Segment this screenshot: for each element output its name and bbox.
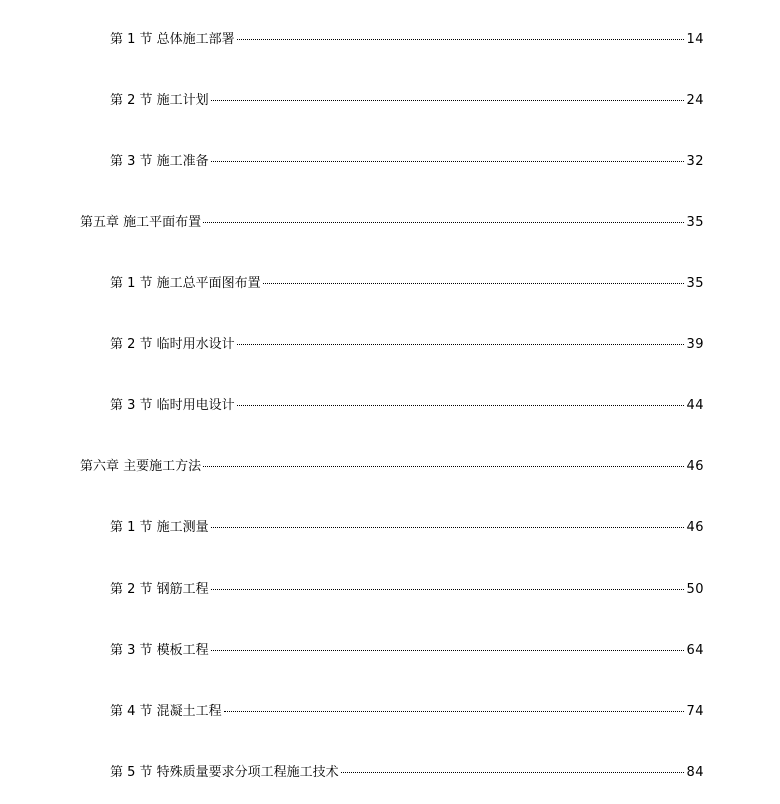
- toc-entry-section[interactable]: [110, 702, 704, 722]
- toc-dot-leader: [203, 466, 684, 467]
- toc-entry-section[interactable]: [110, 274, 704, 294]
- toc-entry-title: 第 3 节 模板工程: [110, 643, 209, 658]
- toc-entry-section[interactable]: [110, 30, 704, 50]
- toc-dot-leader: [211, 527, 685, 528]
- toc-entry-title: 第 4 节 混凝土工程: [110, 704, 222, 719]
- toc-entry-section[interactable]: [110, 763, 704, 783]
- toc-page-number: 46: [686, 520, 704, 535]
- toc-dot-leader: [263, 283, 685, 284]
- toc-entry-section[interactable]: [110, 396, 704, 416]
- toc-dot-leader: [237, 405, 685, 406]
- toc-entry-section[interactable]: [110, 152, 704, 172]
- toc-entry-title: 第 3 节 临时用电设计: [110, 398, 235, 413]
- toc-entry-title: 第 1 节 施工测量: [110, 520, 209, 535]
- toc-entry-title: 第 2 节 临时用水设计: [110, 337, 235, 352]
- toc-entry-section[interactable]: [110, 518, 704, 538]
- toc-page-number: 64: [686, 643, 704, 658]
- toc-dot-leader: [237, 344, 685, 345]
- toc-dot-leader: [211, 100, 685, 101]
- toc-entry-title: 第五章 施工平面布置: [80, 215, 202, 230]
- toc-dot-leader: [224, 711, 685, 712]
- toc-page-number: 35: [686, 276, 704, 291]
- toc-page-number: 32: [686, 154, 704, 169]
- toc-page-number: 46: [686, 459, 704, 474]
- toc-entry-section[interactable]: [110, 335, 704, 355]
- toc-page-number: 44: [686, 398, 704, 413]
- toc-entry-chapter[interactable]: [80, 213, 704, 233]
- toc-entry-title: 第 1 节 施工总平面图布置: [110, 276, 261, 291]
- toc-dot-leader: [237, 39, 685, 40]
- toc-page-number: 74: [686, 704, 704, 719]
- toc-entry-title: 第 1 节 总体施工部署: [110, 32, 235, 47]
- toc-entry-section[interactable]: [110, 580, 704, 600]
- toc-entry-title: 第 2 节 钢筋工程: [110, 582, 209, 597]
- toc-dot-leader: [203, 222, 684, 223]
- toc-page-number: 84: [686, 765, 704, 780]
- toc-entry-title: 第 2 节 施工计划: [110, 93, 209, 108]
- toc-page-number: 39: [686, 337, 704, 352]
- toc-entry-title: 第 5 节 特殊质量要求分项工程施工技术: [110, 765, 339, 780]
- toc-entry-title: 第 3 节 施工准备: [110, 154, 209, 169]
- toc-page-number: 14: [686, 32, 704, 47]
- toc-entry-title: 第六章 主要施工方法: [80, 459, 202, 474]
- toc-page-number: 35: [686, 215, 704, 230]
- toc-entry-section[interactable]: [110, 641, 704, 661]
- toc-page-number: 50: [686, 582, 704, 597]
- toc-dot-leader: [211, 589, 685, 590]
- toc-dot-leader: [341, 772, 685, 773]
- toc-entry-chapter[interactable]: [80, 457, 704, 477]
- toc-dot-leader: [211, 161, 685, 162]
- toc-page-number: 24: [686, 93, 704, 108]
- toc-dot-leader: [211, 650, 685, 651]
- toc-entry-section[interactable]: [110, 91, 704, 111]
